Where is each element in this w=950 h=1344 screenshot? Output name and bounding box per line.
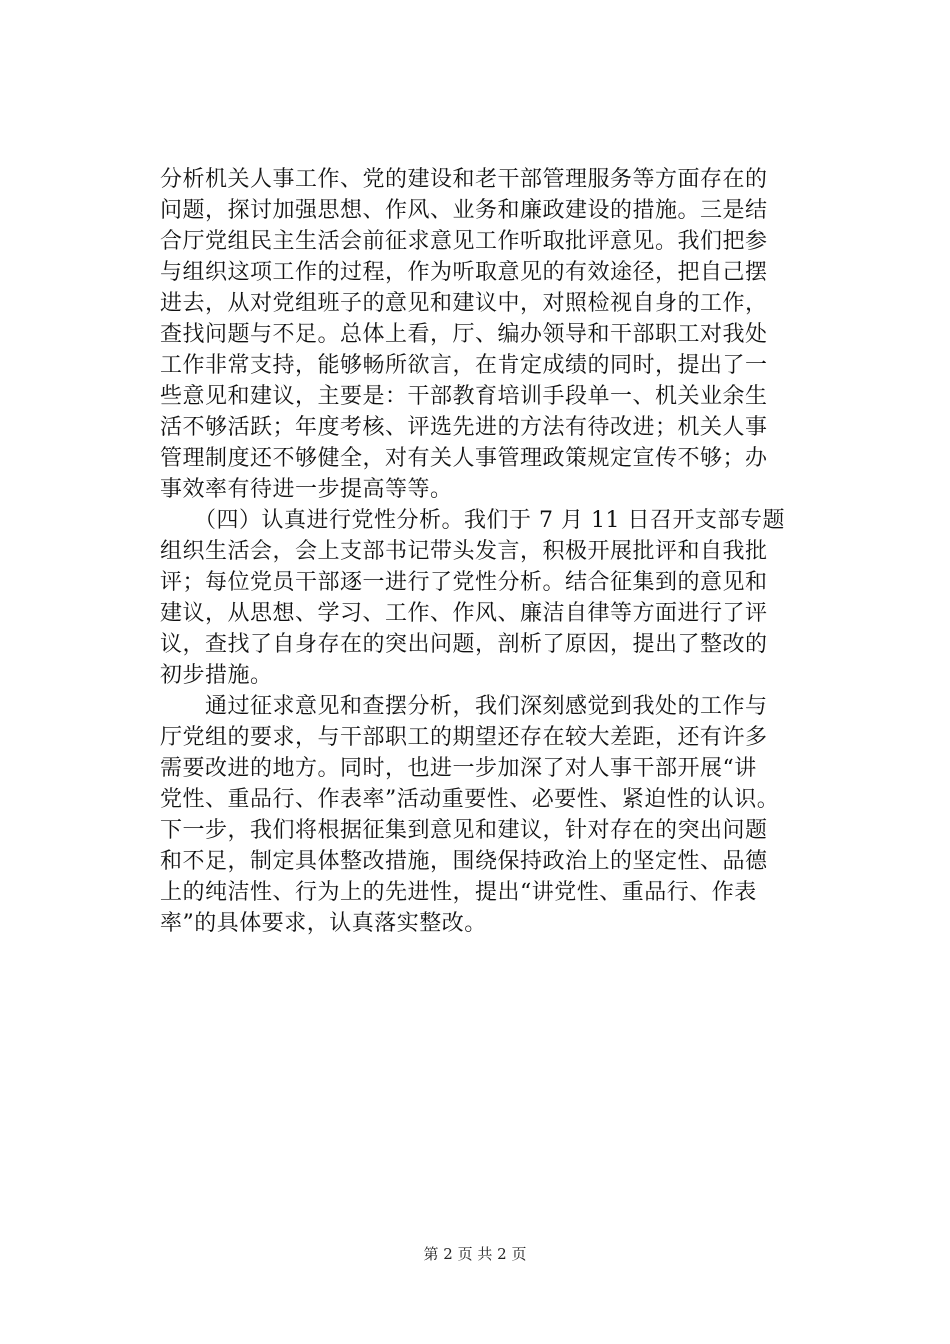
text-line: 问题，探讨加强思想、作风、业务和廉政建设的措施。三是结 <box>160 198 768 223</box>
text-line: 事效率有待进一步提高等等。 <box>160 477 453 502</box>
text-line: 组织生活会，会上支部书记带头发言，积极开展批评和自我批 <box>160 539 768 564</box>
page-footer: 第 2 页 共 2 页 <box>423 1245 527 1263</box>
text-line: 评；每位党员干部逐一进行了党性分析。结合征集到的意见和 <box>160 570 768 595</box>
text-line: （四）认真进行党性分析。我们于 7 月 11 日召开支部专题 <box>160 508 785 533</box>
text-line: 建议，从思想、学习、工作、作风、廉洁自律等方面进行了评 <box>160 601 768 626</box>
text-line: 议，查找了自身存在的突出问题，剖析了原因，提出了整改的 <box>160 632 768 657</box>
text-line: 合厅党组民主生活会前征求意见工作听取批评意见。我们把参 <box>160 229 768 254</box>
body-text <box>160 164 800 939</box>
text-line: 初步措施。 <box>160 663 273 688</box>
text-line: 和不足，制定具体整改措施，围绕保持政治上的坚定性、品德 <box>160 849 768 874</box>
text-line: 下一步，我们将根据征集到意见和建议，针对存在的突出问题 <box>160 818 768 843</box>
text-line: 需要改进的地方。同时，也进一步加深了对人事干部开展“讲 <box>160 756 757 781</box>
text-line: 党性、重品行、作表率”活动重要性、必要性、紧迫性的认识。 <box>160 787 780 812</box>
text-line: 查找问题与不足。总体上看，厅、编办领导和干部职工对我处 <box>160 322 768 347</box>
text-line: 工作非常支持，能够畅所欲言，在肯定成绩的同时，提出了一 <box>160 353 768 378</box>
text-line: 通过征求意见和查摆分析，我们深刻感觉到我处的工作与 <box>160 694 768 719</box>
text-line: 上的纯洁性、行为上的先进性，提出“讲党性、重品行、作表 <box>160 880 757 905</box>
text-line: 厅党组的要求，与干部职工的期望还存在较大差距，还有许多 <box>160 725 768 750</box>
text-line: 管理制度还不够健全，对有关人事管理政策规定宣传不够；办 <box>160 446 768 471</box>
text-line: 分析机关人事工作、党的建设和老干部管理服务等方面存在的 <box>160 167 768 192</box>
text-line: 与组织这项工作的过程，作为听取意见的有效途径，把自己摆 <box>160 260 768 285</box>
text-line: 进去，从对党组班子的意见和建议中，对照检视自身的工作， <box>160 291 768 316</box>
text-line: 些意见和建议，主要是：干部教育培训手段单一、机关业余生 <box>160 384 768 409</box>
text-line: 率”的具体要求，认真落实整改。 <box>160 911 487 936</box>
text-line: 活不够活跃；年度考核、评选先进的方法有待改进；机关人事 <box>160 415 768 440</box>
